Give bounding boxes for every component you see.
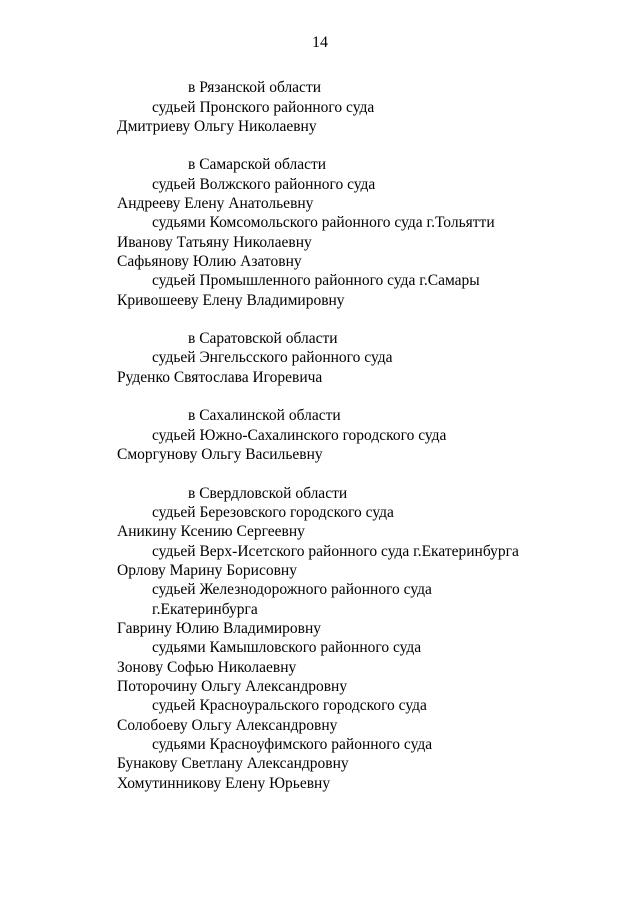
judge-name: Орлову Марину Борисовну (117, 562, 297, 579)
judge-name: Сморгунову Ольгу Васильевну (117, 446, 323, 463)
page-number: 14 (312, 34, 328, 51)
judge-name: Кривошееву Елену Владимировну (117, 292, 345, 309)
judge-name: Дмитриеву Ольгу Николаевну (117, 118, 317, 135)
judge-name: Сафьянову Юлию Азатовну (117, 253, 302, 270)
region-heading: в Сахалинской области (188, 407, 341, 424)
judge-name: Андрееву Елену Анатольевну (117, 195, 314, 212)
court-line: судьей Волжского районного суда (152, 176, 376, 193)
court-line: судьями Красноуфимского районного суда (152, 736, 433, 753)
judge-name: Гаврину Юлию Владимировну (117, 620, 322, 637)
court-line: судьей Березовского городского суда (152, 504, 394, 521)
court-line: судьей Пронского районного суда (152, 99, 375, 116)
judge-name: Бунакову Светлану Александровну (117, 755, 349, 772)
court-line: судьей Железнодорожного районного суда (152, 581, 432, 598)
court-line: судьями Камышловского районного суда (152, 639, 422, 656)
court-line: судьей Промышленного районного суда г.Самары (152, 272, 480, 289)
court-line: судьей Энгельсского районного суда (152, 349, 393, 366)
region-heading: в Свердловской области (188, 485, 348, 502)
judge-name: Поторочину Ольгу Александровну (117, 678, 348, 695)
judge-name: Хомутинникову Елену Юрьевну (117, 775, 331, 792)
court-line: г.Екатеринбурга (152, 601, 258, 618)
region-heading: в Самарской области (188, 156, 327, 173)
judge-name: Зонову Софью Николаевну (117, 659, 297, 676)
judge-name: Иванову Татьяну Николаевну (117, 234, 312, 251)
region-heading: в Рязанской области (188, 79, 322, 96)
court-line: судьей Южно-Сахалинского городского суда (152, 427, 447, 444)
judge-name: Солобоеву Ольгу Александровну (117, 717, 338, 734)
judge-name: Руденко Святослава Игоревича (117, 369, 323, 386)
judge-name: Аникину Ксению Сергеевну (117, 523, 305, 540)
court-line: судьями Комсомольского районного суда г.Тольятти (152, 214, 495, 231)
court-line: судьей Верх-Исетского районного суда г.Екатеринбурга (152, 543, 519, 560)
region-heading: в Саратовской области (188, 330, 338, 347)
court-line: судьей Красноуральского городского суда (152, 697, 427, 714)
